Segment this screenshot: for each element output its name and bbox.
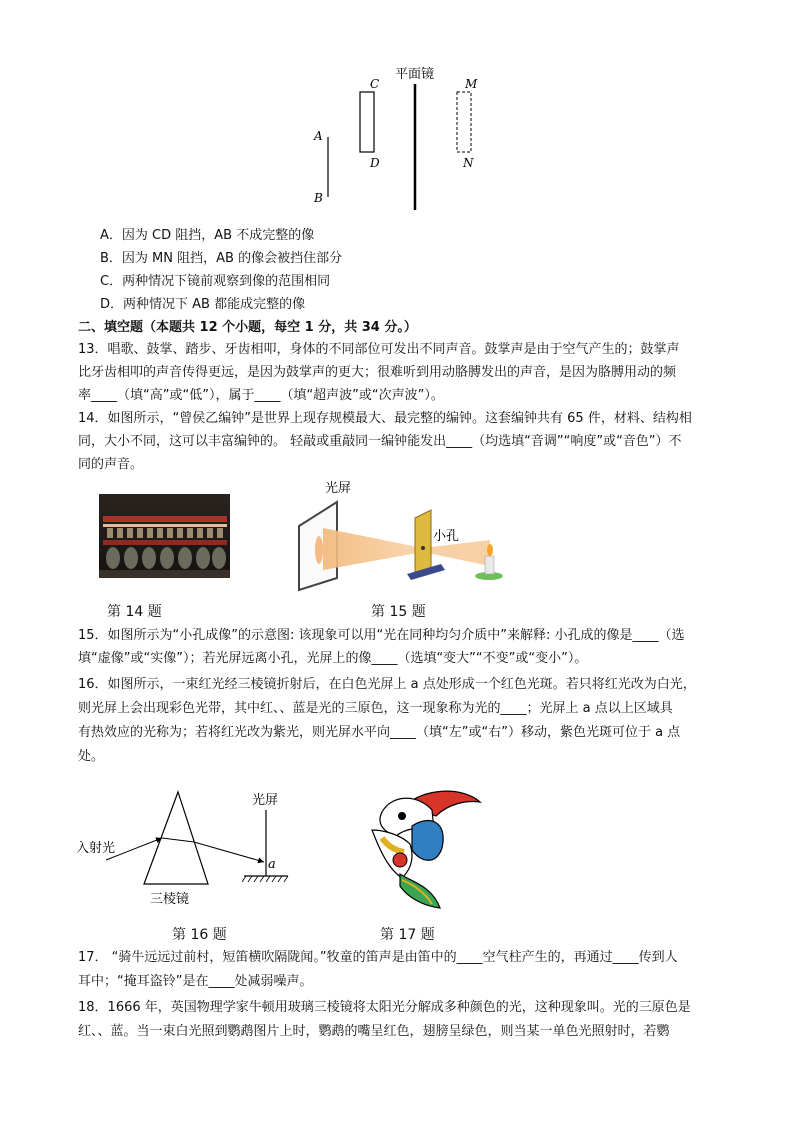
mirror-label: 平面镜: [395, 67, 435, 82]
label-c: C: [370, 77, 380, 91]
parrot-eye: [398, 812, 406, 820]
q13-line1: 13．唱歌、鼓掌、踏步、牙齿相叩，身体的不同部位可发出不同声音。鼓掌声是由于空气产生的；鼓掌声: [78, 342, 680, 357]
label-m: M: [465, 77, 478, 91]
q16-line1: 16．如图所示，一束红光经三棱镜折射后，在白色光屏上 a 点处形成一个红色光斑。若只将红光改为白光，: [78, 677, 696, 692]
bell-photo: [99, 494, 230, 578]
label-n: N: [463, 156, 474, 170]
light-beam-left: [323, 528, 423, 570]
q13-line3: 率____（填“高”或“低”），属于____（填“超声波”或“次声波”）。: [78, 388, 444, 403]
point-a: a: [268, 857, 276, 872]
screen-label-16: 光屏: [252, 793, 279, 808]
q18-line1: 18．1666 年，英国物理学家牛顿用玻璃三棱镜将太阳光分解成多种颜色的光，这种现象叫。光的三原色是: [78, 1000, 691, 1015]
caption-q17: 第 17 题: [380, 927, 435, 943]
q15-line1: 15．如图所示为“小孔成像”的示意图: 该现象可以用“光在同种均匀介质中”来解释: 小孔成的像是____（选: [78, 628, 685, 643]
label-a: A: [314, 129, 323, 143]
refracted-ray-inner: [162, 838, 194, 842]
candle: [485, 556, 494, 574]
q16-line4: 处。: [78, 749, 105, 764]
caption-q15: 第 15 题: [371, 604, 426, 620]
flame: [487, 544, 493, 556]
prism-figure: [76, 786, 296, 911]
mirror-figure: [300, 62, 500, 217]
parrot-body: [372, 830, 412, 878]
label-b: B: [314, 191, 323, 205]
q14-line1: 14．如图所示，“曾侯乙编钟”是世界上现存规模最大、最完整的编钟。这套编钟共有 65 件，材料、结构相: [78, 411, 692, 426]
screen-label: 光屏: [325, 481, 352, 496]
q18-line2: 红、、蓝。当一束白光照到鹦鹉图片上时，鹦鹉的嘴呈红色，翅膀呈绿色，则当某一单色光照射时，若鹦: [78, 1024, 670, 1039]
caption-q14: 第 14 题: [107, 604, 162, 620]
prism: [144, 792, 208, 884]
parrot-figure: [362, 786, 482, 916]
option-d: D．两种情况下 AB 都能成完整的像: [100, 297, 306, 312]
hole-label: 小孔: [433, 529, 460, 544]
caption-q16: 第 16 题: [172, 927, 227, 943]
hole: [421, 546, 425, 550]
q14-line3: 同的声音。: [78, 457, 144, 472]
q17-line2: 耳中；“掩耳盗铃”是在____处减弱噪声。: [78, 974, 313, 989]
label-d: D: [370, 156, 380, 170]
incident-label: 入射光: [76, 841, 116, 856]
q15-line2: 填“虚像”或“实像”）；若光屏远离小孔，光屏上的像____（选填“变大”“不变”或“变小”）。: [78, 651, 588, 666]
q16-line2: 则光屏上会出现彩色光带，其中红、、蓝是光的三原色，这一现象称为光的____；光屏上 a 点以上区域具: [78, 701, 673, 716]
q16-line3: 有热效应的光称为；若将红光改为紫光，则光屏水平向____（填“左”或“右”）移动，紫色光斑可位于 a 点: [78, 725, 681, 740]
parrot-wing: [412, 821, 443, 861]
q17-line1: 17． “骑牛远远过前村，短笛横吹隔陇闻。”牧童的笛声是由笛中的____空气柱产生的，再通过____传到人: [78, 950, 678, 965]
board-mn: [457, 92, 471, 152]
board-cd: [360, 92, 374, 152]
exit-ray: [194, 842, 264, 862]
pinhole-figure: [295, 478, 525, 593]
option-b: B．因为 MN 阻挡，AB 的像会被挡住部分: [100, 251, 343, 266]
q14-line2: 同，大小不同，这可以丰富编钟的。 轻敲或重敲同一编钟能发出____（均选填“音调”“响度”或“音色”）不: [78, 434, 682, 449]
prism-label: 三棱镜: [150, 892, 190, 907]
parrot-ball: [393, 853, 407, 867]
option-c: C．两种情况下镜前观察到像的范围相同: [100, 274, 331, 289]
option-a: A．因为 CD 阻挡，AB 不成完整的像: [100, 228, 315, 243]
section-heading: 二、填空题（本题共 12 个小题，每空 1 分，共 34 分。）: [78, 320, 417, 335]
q13-line2: 比牙齿相叩的声音传得更远，是因为鼓掌声的更大；很难听到用动胳膊发出的声音，是因为胳膊用动的频: [78, 365, 677, 380]
